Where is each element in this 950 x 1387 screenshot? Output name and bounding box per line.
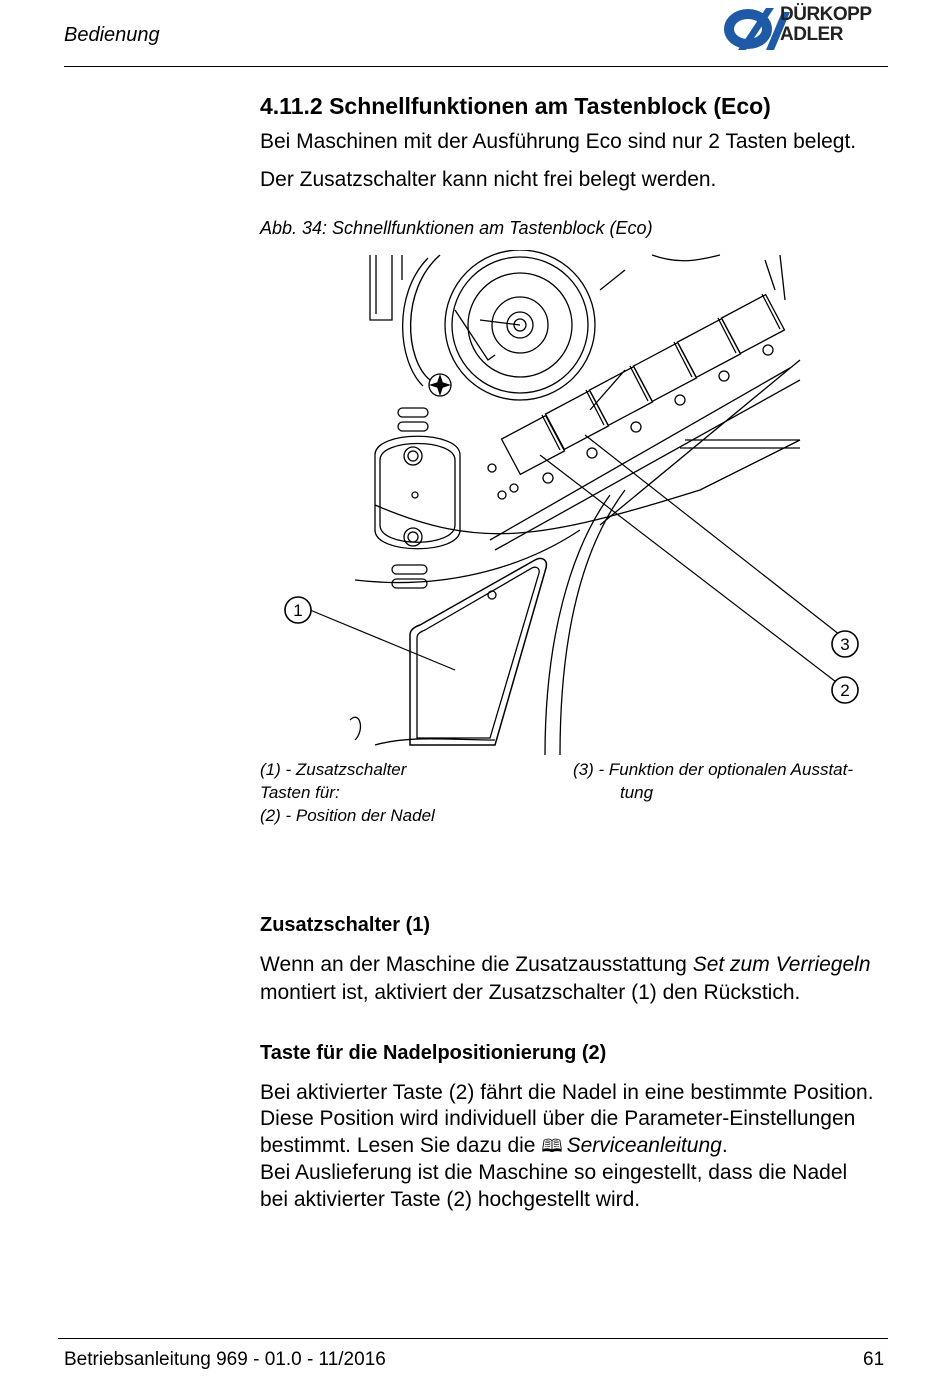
nadel-line-3: [260, 1132, 728, 1160]
page-number: 61: [863, 1349, 885, 1370]
upper-arc: [411, 255, 440, 380]
keypad-diagram: [280, 250, 880, 755]
key-row: [502, 294, 785, 474]
callout-2: [832, 677, 858, 703]
zusatz-line-2: montiert ist, aktiviert der Zusatzschalter (1) den Rückstich.: [260, 981, 801, 1004]
nadel-text-a: bestimmt. Lesen Sie dazu die: [260, 1134, 542, 1157]
footer-rule: [58, 1338, 888, 1339]
zusatz-set-name: Set zum Verriegeln: [692, 953, 871, 976]
callout-1: [285, 597, 311, 623]
intro-line-2: Der Zusatzschalter kann nicht frei belegt werden.: [260, 168, 717, 191]
book-icon: 🕮: [541, 1136, 563, 1156]
nadel-line-1: Bei aktivierter Taste (2) fährt die Nadel in eine bestimmte Position.: [260, 1081, 874, 1104]
logo-wordmark: [780, 5, 872, 45]
nadel-line-5: bei aktivierter Taste (2) hochgestellt wird.: [260, 1188, 641, 1211]
figure-caption: Abb. 34: Schnellfunktionen am Tastenblock (Eco): [260, 218, 653, 238]
zusatz-line-1: [260, 951, 871, 979]
service-manual-link: Serviceanleitung: [566, 1134, 722, 1157]
footer-document: Betriebsanleitung 969 - 01.0 - 11/2016: [64, 1349, 386, 1370]
logo-line-2: ADLER: [780, 24, 843, 45]
star-screw: [429, 374, 451, 396]
callout-2-label: 2: [840, 681, 850, 700]
intro-line-1: Bei Maschinen mit der Ausführung Eco sind nur 2 Tasten belegt.: [260, 130, 857, 153]
leader-lines: [310, 435, 840, 685]
zusatz-text-a: Wenn an der Maschine die Zusatzausstattung: [260, 953, 693, 976]
header-rule: [64, 66, 888, 67]
auxiliary-switch: [410, 558, 546, 745]
nadel-line-4: Bei Auslieferung ist die Maschine so eingestellt, dass die Nadel: [260, 1161, 848, 1184]
legend-item-3: (3) - Funktion der optionalen Ausstat-: [573, 760, 854, 779]
bobbin-assembly: [445, 250, 595, 400]
legend-item-1: (1) - Zusatzschalter: [260, 760, 407, 779]
running-header: Bedienung: [64, 24, 160, 46]
left-frame-lines: [370, 255, 402, 320]
nadel-line-2: Diese Position wird individuell über die Parameter-Einstellungen: [260, 1107, 856, 1130]
nadel-heading: Taste für die Nadelpositionierung (2): [260, 1042, 607, 1064]
legend-keys-label: Tasten für:: [260, 783, 340, 802]
legend-left: [260, 758, 435, 827]
nadel-text-end: .: [721, 1134, 728, 1157]
legend-right: [573, 758, 853, 804]
logo-line-1: DÜRKOPP: [780, 4, 872, 25]
zusatz-heading: Zusatzschalter (1): [260, 914, 431, 936]
section-heading: 4.11.2 Schnellfunktionen am Tastenblock (Eco): [260, 93, 771, 119]
oval-plate: [375, 436, 460, 549]
callout-1-label: 1: [293, 601, 303, 620]
legend-item-3-continued: tung: [620, 783, 654, 802]
callout-3: [832, 631, 858, 657]
legend-item-2: (2) - Position der Nadel: [260, 806, 435, 825]
callout-3-label: 3: [840, 635, 850, 654]
